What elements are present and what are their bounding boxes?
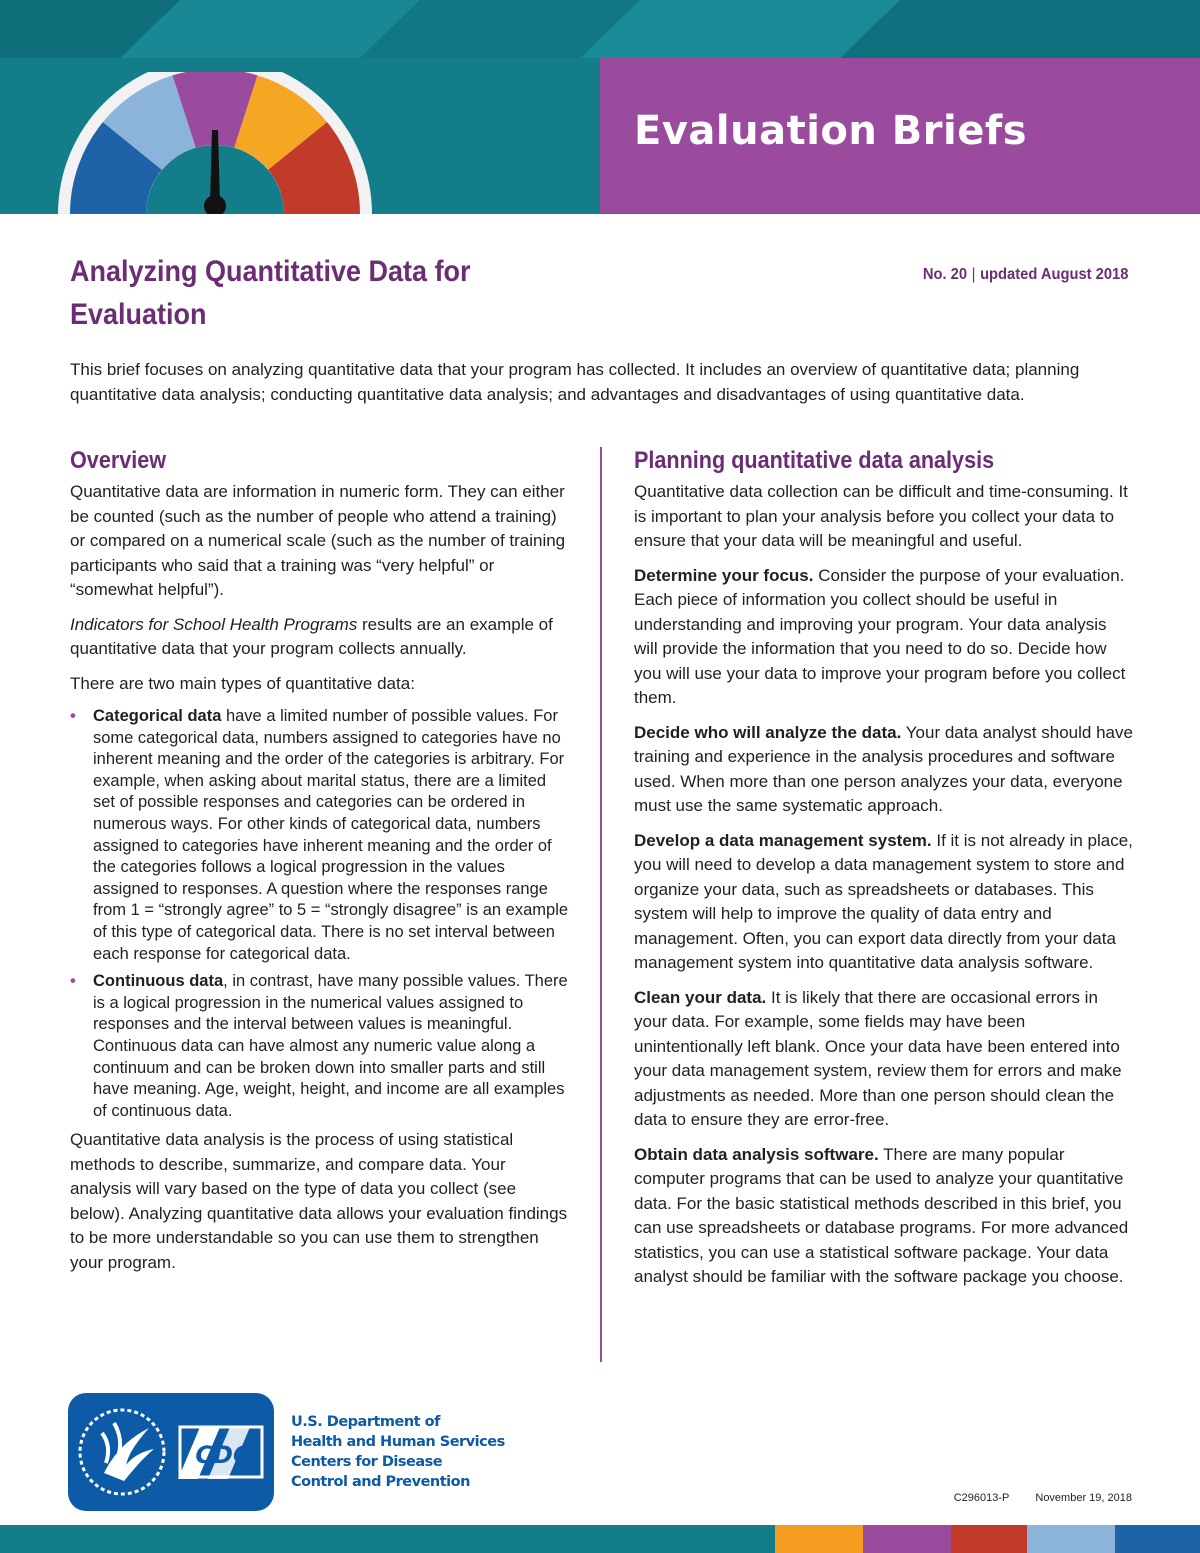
publication-code [954,1492,1132,1504]
planning-step: Develop a data management system. If it is not already in place, you will need to develop a data management system to store and organize your data, such as spreadsheets or databases. This system will help to improve the quality of data entry and management. Often, you can export data directly from your data management system into quantitative data analysis software. [634,830,1133,972]
cdc-logo-icon [178,1423,268,1483]
planning-heading: Planning quantitative data analysis [634,447,995,474]
brief-number: No. 20 [922,266,967,283]
planning-step: Clean your data. It is likely that there are occasional errors in your data. For example, some fields may have been unintentionally left blank. Once your data have been entered into your data management system, review them for errors and make adjustments as needed. More than one person should clean the data to ensure they are error-free. [634,987,1122,1129]
agency-line: U.S. Department of [291,1414,440,1430]
overview-paragraph-3: There are two main types of quantitative data: [70,673,415,693]
updated-date: updated August 2018 [979,266,1128,283]
gauge-graphic [50,72,380,214]
planning-intro: Quantitative data collection can be difficult and time-consuming. It is important to plan your analysis before you collect your data to ensure that your data will be meaningful and useful. [634,482,1128,550]
publication-date: November 19, 2018 [1035,1492,1132,1504]
overview-heading: Overview [70,447,167,474]
bottom-color-bar [0,1525,1200,1553]
column-divider [600,447,602,1362]
bottom-stripe-purple [863,1525,951,1553]
document-code: C296013-P [953,1492,1010,1504]
list-item: • Categorical data have a limited number of possible values. For some categorical data, numbers assigned to categories have no inherent meaning and the order of the categories is arbitrary. For example, when asking about marital status, there are a limited set of possible responses and categories can be ordered in numerous ways. For other kinds of categorical data, numbers assigned to categories have inherent meaning and the order of the categories follows a logical progression in the values assigned to responses. A question where the responses range from 1 = “strongly agree” to 5 = “strongly disagree” is an example of this type of categorical data. There is no set interval between each response for categorical data. [70,707,569,963]
header-stripe-pattern [0,0,1200,58]
series-title: Evaluation Briefs [634,108,1028,154]
data-types-list [70,706,570,1122]
bottom-stripe-red [951,1525,1027,1553]
bottom-stripe-dark-blue [1115,1525,1200,1553]
intro-paragraph: This brief focuses on analyzing quantitative data that your program has collected. It includes an overview of quantitative data; planning quantitative data analysis; conducting quantitative data analysis; and advantages and disadvantages of using quantitative data. [70,360,1080,404]
bottom-stripe-orange [775,1525,863,1553]
header-band [0,0,1200,214]
overview-paragraph-1: Quantitative data are information in numeric form. They can either be counted (such as the number of people who attend a training) or compared on a numerical scale (such as the number of training participants who said that a training was “very helpful” or “somewhat helpful”). [70,482,566,599]
cdc-logo-text: CDC [195,1441,251,1469]
planning-step: Decide who will analyze the data. Your data analyst should have training and experience in the analysis procedures and software used. When more than one person analyzes your data, everyone must use the same systematic approach. [634,722,1133,815]
planning-step: Determine your focus. Consider the purpose of your evaluation. Each piece of information you collect should be useful in understanding and improving your program. Your data analysis will provide the information that you need to do so. Decide how you will use your data to improve your program before you collect them. [634,565,1126,707]
document-meta [922,266,1128,284]
agency-name [291,1412,505,1492]
meta-separator: | [971,266,976,283]
bullet-icon: • [70,972,76,991]
overview-paragraph-4: Quantitative data analysis is the process of using statistical methods to describe, summarize, and compare data. Your analysis will vary based on the type of data you collect (see below). Analyzing quantitative data allows your evaluation findings to be more understandable so you can use them to strengthen your program. [70,1130,568,1272]
overview-column [70,446,570,1285]
hhs-cdc-logo [68,1393,274,1511]
document-title: Analyzing Quantitative Data for Evaluation [70,255,471,331]
series-banner [600,58,1200,213]
planning-column [634,446,1134,1300]
agency-line: Health and Human Services [291,1434,505,1450]
overview-paragraph-2: Indicators for School Health Programs results are an example of quantitative data that your program collects annually. [70,614,553,658]
bullet-icon: • [70,707,76,725]
hhs-eagle-icon [74,1393,174,1511]
agency-line: Control and Prevention [291,1474,470,1490]
program-name-italic: Indicators for School Health Programs [70,614,358,634]
list-item: • Continuous data, in contrast, have many possible values. There is a logical progression in the numerical values assigned to responses and the interval between values is meaningful. Continuous data can have almost any numeric value along a continuum and can be broken down into smaller parts and still have meaning. Age, weight, height, and income are all examples of continuous data. [70,972,568,1120]
agency-line: Centers for Disease [291,1454,443,1470]
bottom-stripe-light-blue [1027,1525,1115,1553]
planning-step: Obtain data analysis software. There are many popular computer programs that can be used to analyze your quantitative data. For the basic statistical methods described in this brief, you can use spreadsheets or database programs. For more advanced statistics, you can use a statistical software package. Your data analyst should be familiar with the software package you choose. [634,1144,1129,1286]
